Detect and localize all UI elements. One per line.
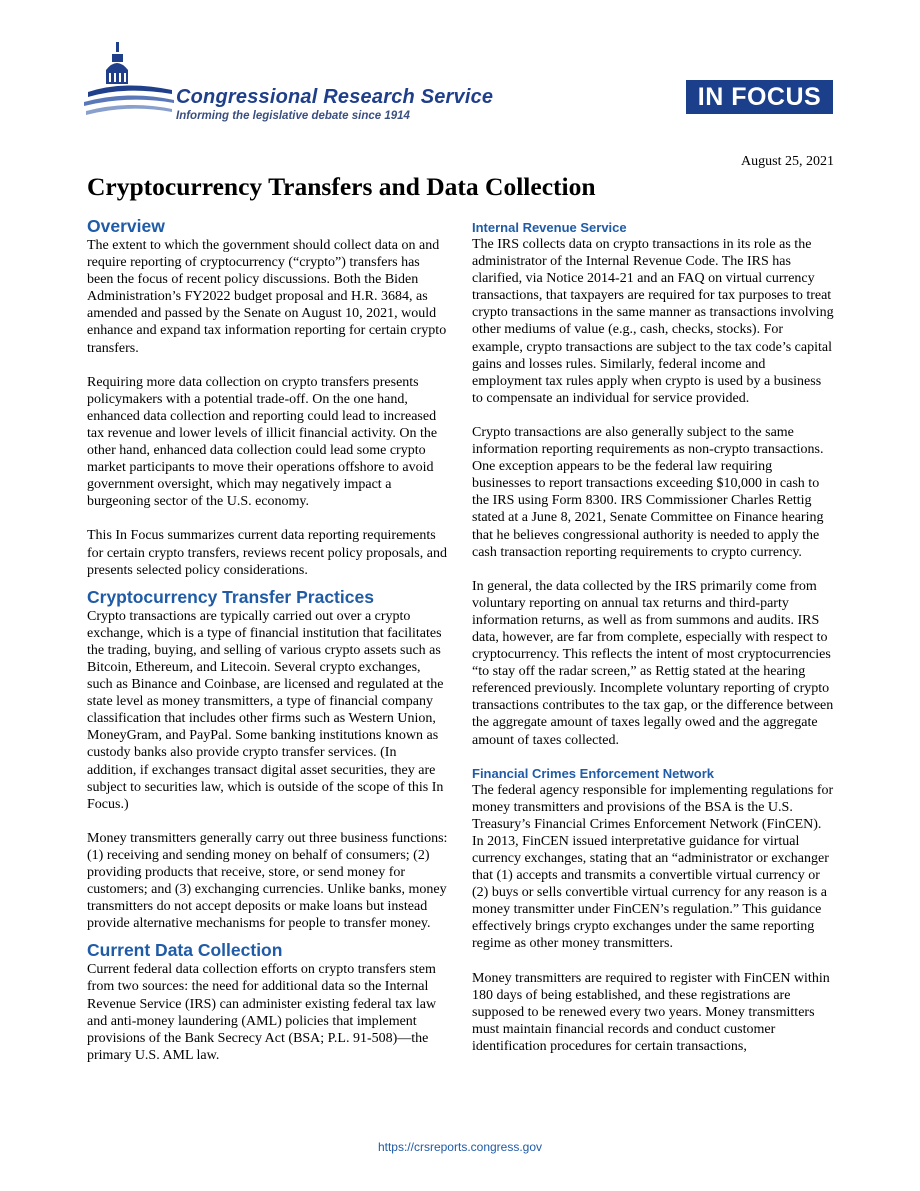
page-header: [0, 0, 920, 150]
fincen-heading: Financial Crimes Enforcement Network: [472, 765, 715, 781]
footer-url-link[interactable]: https://crsreports.congress.gov: [377, 1140, 543, 1154]
fincen-paragraph-1: The federal agency responsible for implementing regulations for money transmitters and provisions of the BSA is the U.S. Treasury’s Financial Crimes Enforcement Network (FinCEN). In 2013, FinCEN issued interpretative guidance for virtual currency exchanges, stating that an “administrator or exchanger that (1) accepts and transmits a convertible virtual currency or (2) buys or sells convertible virtual currency for any reason is a money transmitter under FinCEN’s regulation.” This guidance effectively brings crypto exchanges under the same reporting regime as other money transmitters.: [472, 782, 834, 952]
collection-heading: Current Data Collection: [87, 940, 283, 961]
org-tagline: Informing the legislative debate since 1914: [176, 110, 410, 122]
overview-paragraph-3: This In Focus summarizes current data reporting requirements for certain crypto transfers, reviews recent policy proposals, and presents selected policy considerations.: [87, 528, 447, 578]
left-column: [87, 216, 449, 1064]
irs-paragraph-3: In general, the data collected by the IRS primarily come from voluntary reporting on annual tax returns and third-party information returns, as well as from summons and audits. IRS data, however, are far from complete, especially with respect to cryptocurrency. This reflects the intent of most cryptocurrencies “to stay off the radar screen,” as Rettig stated at the hearing referenced previously. Incomplete voluntary reporting of crypto transactions contributes to the tax gap, or the difference between the aggregate amount of taxes legally owed and the aggregate amount of taxes collected.: [472, 578, 834, 748]
overview-paragraph-2: Requiring more data collection on crypto transfers presents policymakers with a potential trade-off. On the one hand, enhanced data collection and reporting could lead to increased tax revenue and lower levels of illicit financial activity. On the other hand, enhanced data collection could lead some crypto market participants to move their operations offshore to avoid government oversight, which may negatively impact a burgeoning sector of the U.S. economy.: [87, 374, 438, 510]
publication-date: August 25, 2021: [741, 154, 834, 169]
collection-paragraph-1: Current federal data collection efforts on crypto transfers stem from two sources: the need for additional data so the Internal Revenue Service (IRS) can administer existing federal tax law and anti-money laundering (AML) policies that implement provisions of the Bank Secrecy Act (BSA; P.L. 91-508)—the primary U.S. AML law.: [87, 962, 437, 1063]
in-focus-badge: IN FOCUS: [686, 80, 833, 114]
right-column: [472, 216, 834, 1055]
practices-paragraph-2: Money transmitters generally carry out three business functions: (1) receiving and sending money on behalf of consumers; (2) providing products that receive, store, or send money for customers; and (3) exchanging currencies. Unlike banks, money transmitters do not accept deposits or make loans but instead provide alternative mechanisms for people to transfer money.: [87, 830, 448, 932]
irs-paragraph-2: Crypto transactions are also generally subject to the same information reporting requirements as non-crypto transactions. One exception appears to be the federal law requiring businesses to report transactions exceeding $10,000 in cash to the IRS using Form 8300. IRS Commissioner Charles Rettig stated at a June 8, 2021, Senate Committee on Finance hearing that he believes congressional authority is needed to apply the cash transaction reporting requirements to crypto currency.: [472, 424, 824, 560]
overview-paragraph-1: The extent to which the government should collect data on and require reporting of cryptocurrency (“crypto”) transfers has been the focus of recent policy discussions. Both the Biden Administration’s FY2022 budget proposal and H.R. 3684, as amended and passed by the Senate on August 10, 2021, would enhance and expand tax information reporting for certain crypto transfers.: [87, 238, 447, 356]
overview-heading: Overview: [87, 216, 165, 236]
fincen-paragraph-2: Money transmitters are required to register with FinCEN within 180 days of being established, and these registrations are supposed to be renewed every two years. Money transmitters must maintain financial records and conduct customer identification procedures for certain transactions,: [472, 970, 830, 1054]
practices-heading: Cryptocurrency Transfer Practices: [87, 586, 374, 607]
practices-paragraph-1: Crypto transactions are typically carried out over a crypto exchange, which is a type of financial institution that facilitates the trading, buying, and selling of various crypto assets such as Bitcoin, Ethereum, and Litecoin. Several crypto exchanges, such as Binance and Coinbase, are licensed and regulated at the state level as money transmitters, a type of financial company classification that includes other firms such as Western Union, MoneyGram, and PayPal. Some banking institutions known as custody banks also provide crypto transfer services. (In addition, if exchanges transact digital asset securities, they are subject to securities law, which is outside of the scope of this In Focus.): [87, 608, 444, 812]
page-title: Cryptocurrency Transfers and Data Collection: [87, 172, 596, 201]
irs-heading: Internal Revenue Service: [472, 220, 627, 235]
org-name: Congressional Research Service: [176, 86, 494, 108]
irs-paragraph-1: The IRS collects data on crypto transactions in its role as the administrator of the Internal Revenue Code. The IRS has clarified, via Notice 2014-21 and an FAQ on virtual currency transactions, that taxpayers are required for tax purposes to treat crypto transactions in the same manner as transactions involving other mediums of value (e.g., cash, checks, stocks). For example, crypto transactions are subject to the tax code’s capital gains and losses rules. Similarly, federal income and employment tax rules apply when crypto is used by a business to compensate an individual for service provided.: [472, 237, 834, 406]
capitol-dome-logo-icon: [84, 40, 174, 130]
